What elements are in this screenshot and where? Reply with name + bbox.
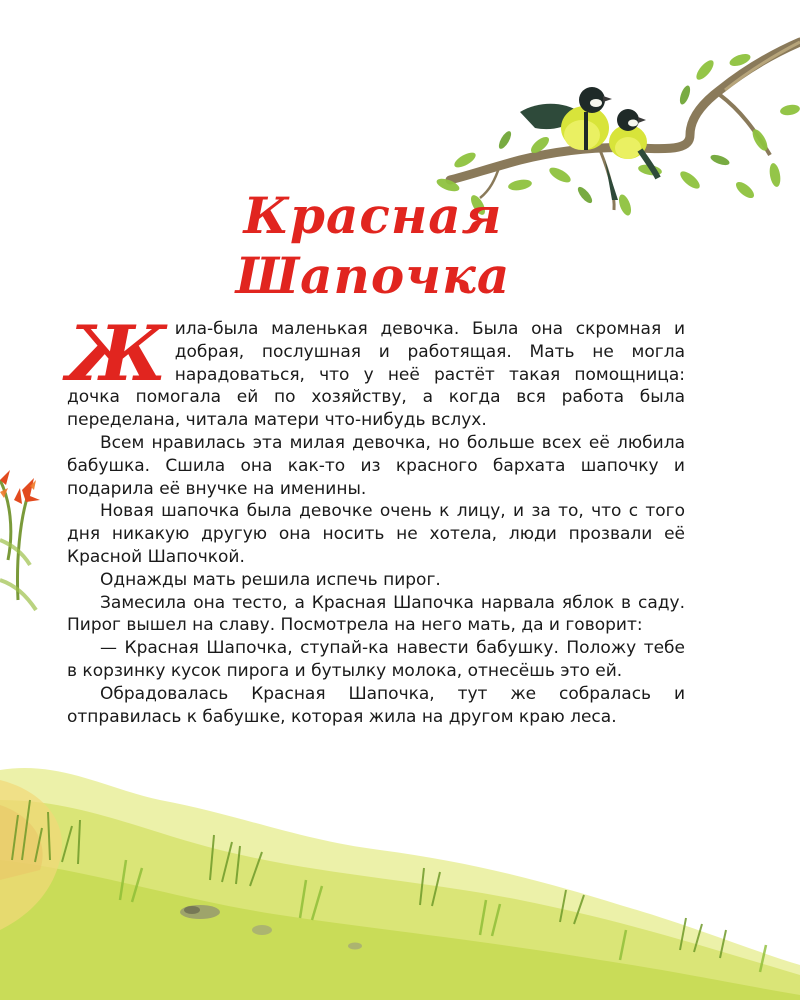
- story-paragraph: Однажды мать решила испечь пирог.: [100, 569, 441, 590]
- story-title: [0, 186, 746, 306]
- story-title-line-1: Красная: [243, 186, 503, 245]
- paragraph-text: ила-была маленькая девочка. Была она скромная и добрая, послушная и работящая. Мать не могла нарадоваться, что у неё растёт такая помощница: дочка помогала ей по хозяйству, а когда вся работа была переделана, читала матери что-нибудь вслух.: [67, 319, 685, 431]
- story-paragraph: — Красная Шапочка, ступай-ка навести бабушку. Положу тебе в корзинку кусок пирога и бутылку молока, отнесёшь это ей.: [67, 638, 685, 681]
- story-text: [67, 309, 685, 728]
- bird-illustration: [520, 87, 612, 150]
- story-paragraph: Всем нравилась эта милая девочка, но больше всех её любила бабушка. Сшила она как-то из красного бархата шапочку и подарила её внучке на именины.: [67, 432, 685, 499]
- story-title-line-2: Шапочка: [235, 246, 511, 305]
- story-paragraph: Новая шапочка была девочке очень к лицу, и за то, что с того дня никакую другую она носить не хотела, люди прозвали её Красной Шапочкой.: [67, 501, 685, 567]
- story-paragraph: [67, 309, 685, 432]
- story-paragraph: Обрадовалась Красная Шапочка, тут же собралась и отправилась к бабушке, которая жила на другом краю леса.: [67, 683, 685, 727]
- meadow-illustration: [0, 768, 800, 1000]
- red-flowers-illustration: [0, 470, 40, 610]
- story-paragraph: Замесила она тесто, а Красная Шапочка нарвала яблок в саду. Пирог вышел на славу. Посмотрела на него мать, да и говорит:: [67, 592, 685, 636]
- drop-cap: Ж: [67, 309, 167, 398]
